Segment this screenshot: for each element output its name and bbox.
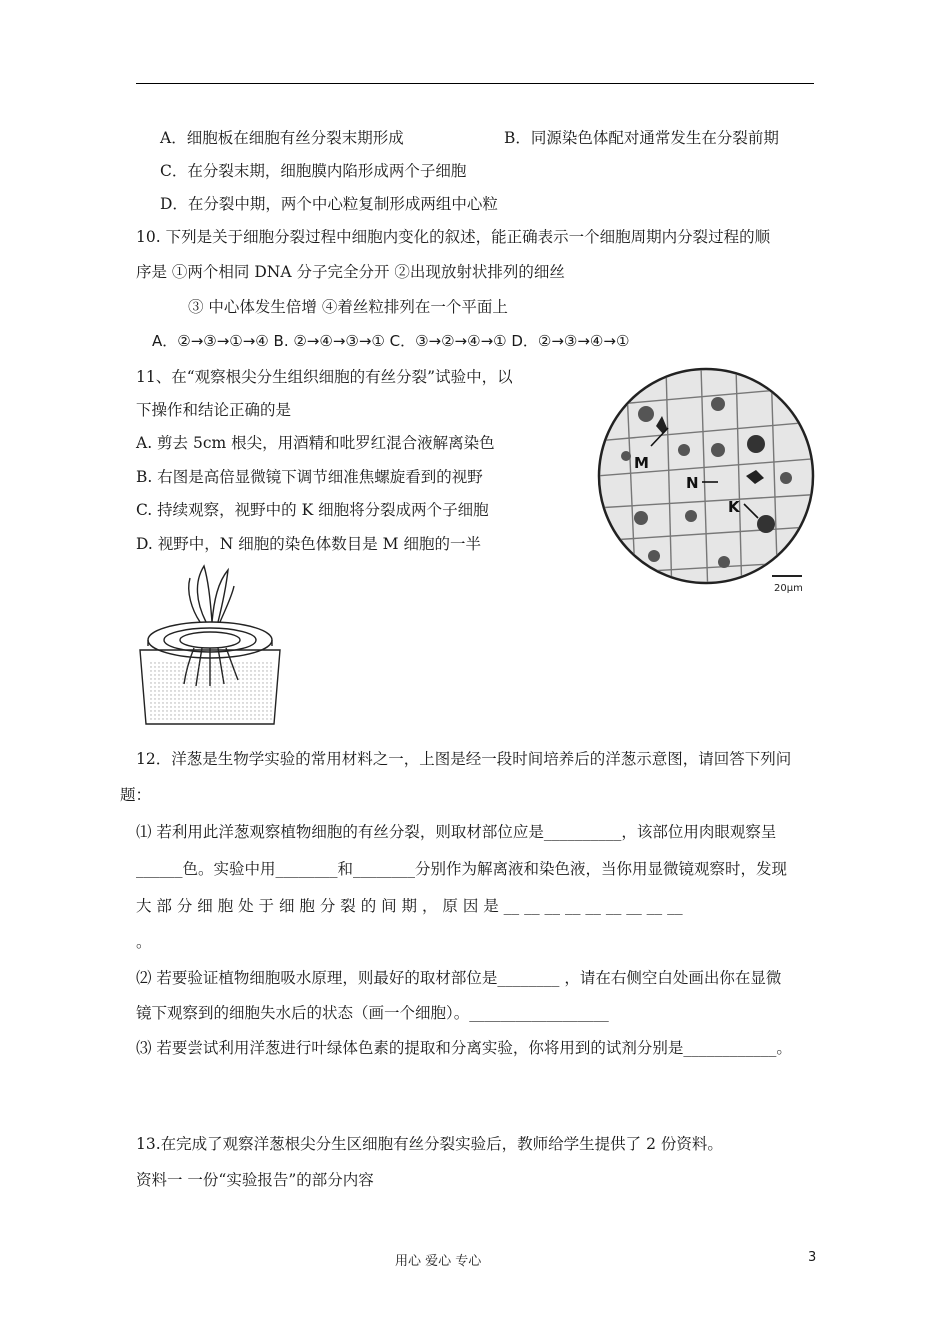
q12-part2-line2: 镜下观察到的细胞失水后的状态（画一个细胞）。__________________ [136, 1004, 609, 1022]
label-n: N [686, 474, 699, 492]
q12-part1-line1: ⑴ 若利用此洋葱观察植物细胞的有丝分裂，则取材部位应是__________，该部位用肉眼观察呈 [136, 823, 777, 841]
microscope-field-figure [596, 366, 824, 598]
q13-stem-line1: 13.在完成了观察洋葱根尖分生区细胞有丝分裂实验后，教师给学生提供了 2 份资料。 [136, 1135, 723, 1153]
q10-options: A．②→③→①→④ B. ②→④→③→① C．③→②→④→① D．②→③→④→① [152, 332, 630, 350]
q11-option-b: B. 右图是高倍显微镜下调节细准焦螺旋看到的视野 [136, 468, 483, 486]
scale-label: 20μm [774, 583, 803, 594]
label-k: K [728, 498, 740, 516]
header-rule [136, 83, 814, 84]
footer-motto: 用心 爱心 专心 [395, 1254, 482, 1269]
q12-part1-line4: 。 [136, 933, 152, 951]
q9-option-d: D．在分裂中期，两个中心粒复制形成两组中心粒 [160, 195, 498, 213]
q11-stem-line2: 下操作和结论正确的是 [136, 401, 292, 419]
label-m: M [634, 454, 649, 472]
q10-stem-line3: ③ 中心体发生倍增 ④着丝粒排列在一个平面上 [188, 298, 508, 316]
q9-option-b: B．同源染色体配对通常发生在分裂前期 [504, 129, 779, 147]
q13-stem-line2: 资料一 一份“实验报告”的部分内容 [136, 1171, 374, 1189]
q11-stem-line1: 11、在“观察根尖分生组织细胞的有丝分裂”试验中，以 [136, 368, 513, 386]
page-number: 3 [808, 1250, 817, 1265]
q12-stem-line1: 12．洋葱是生物学实验的常用材料之一，上图是经一段时间培养后的洋葱示意图，请回答下列问 [136, 750, 792, 768]
q9-option-c: C．在分裂末期，细胞膜内陷形成两个子细胞 [160, 162, 467, 180]
q12-part3-line1: ⑶ 若要尝试利用洋葱进行叶绿体色素的提取和分离实验，你将用到的试剂分别是____________。 [136, 1039, 792, 1057]
q12-stem-line2: 题： [120, 786, 152, 804]
q12-part1-line2: ______色。实验中用________和________分别作为解离液和染色液，当你用显微镜观察时，发现 [136, 860, 788, 878]
q12-part1-line3: 大 部 分 细 胞 处 于 细 胞 分 裂 的 间 期 ， 原 因 是 __ __ __ __ __ __ __ __ __ [136, 897, 683, 915]
q12-part2-line1: ⑵ 若要验证植物细胞吸水原理，则最好的取材部位是________ ，请在右侧空白处画出你在显微 [136, 969, 782, 987]
onion-in-beaker-figure [134, 562, 286, 730]
q11-option-a: A. 剪去 5cm 根尖，用酒精和吡罗红混合液解离染色 [136, 434, 495, 452]
q10-stem-line1: 10. 下列是关于细胞分裂过程中细胞内变化的叙述，能正确表示一个细胞周期内分裂过程的顺 [136, 228, 771, 246]
q11-option-c: C. 持续观察，视野中的 K 细胞将分裂成两个子细胞 [136, 501, 489, 519]
q11-option-d: D. 视野中，N 细胞的染色体数目是 M 细胞的一半 [136, 535, 481, 553]
q9-option-a: A．细胞板在细胞有丝分裂末期形成 [160, 129, 404, 147]
q10-stem-line2: 序是 ①两个相同 DNA 分子完全分开 ②出现放射状排列的细丝 [136, 263, 565, 281]
